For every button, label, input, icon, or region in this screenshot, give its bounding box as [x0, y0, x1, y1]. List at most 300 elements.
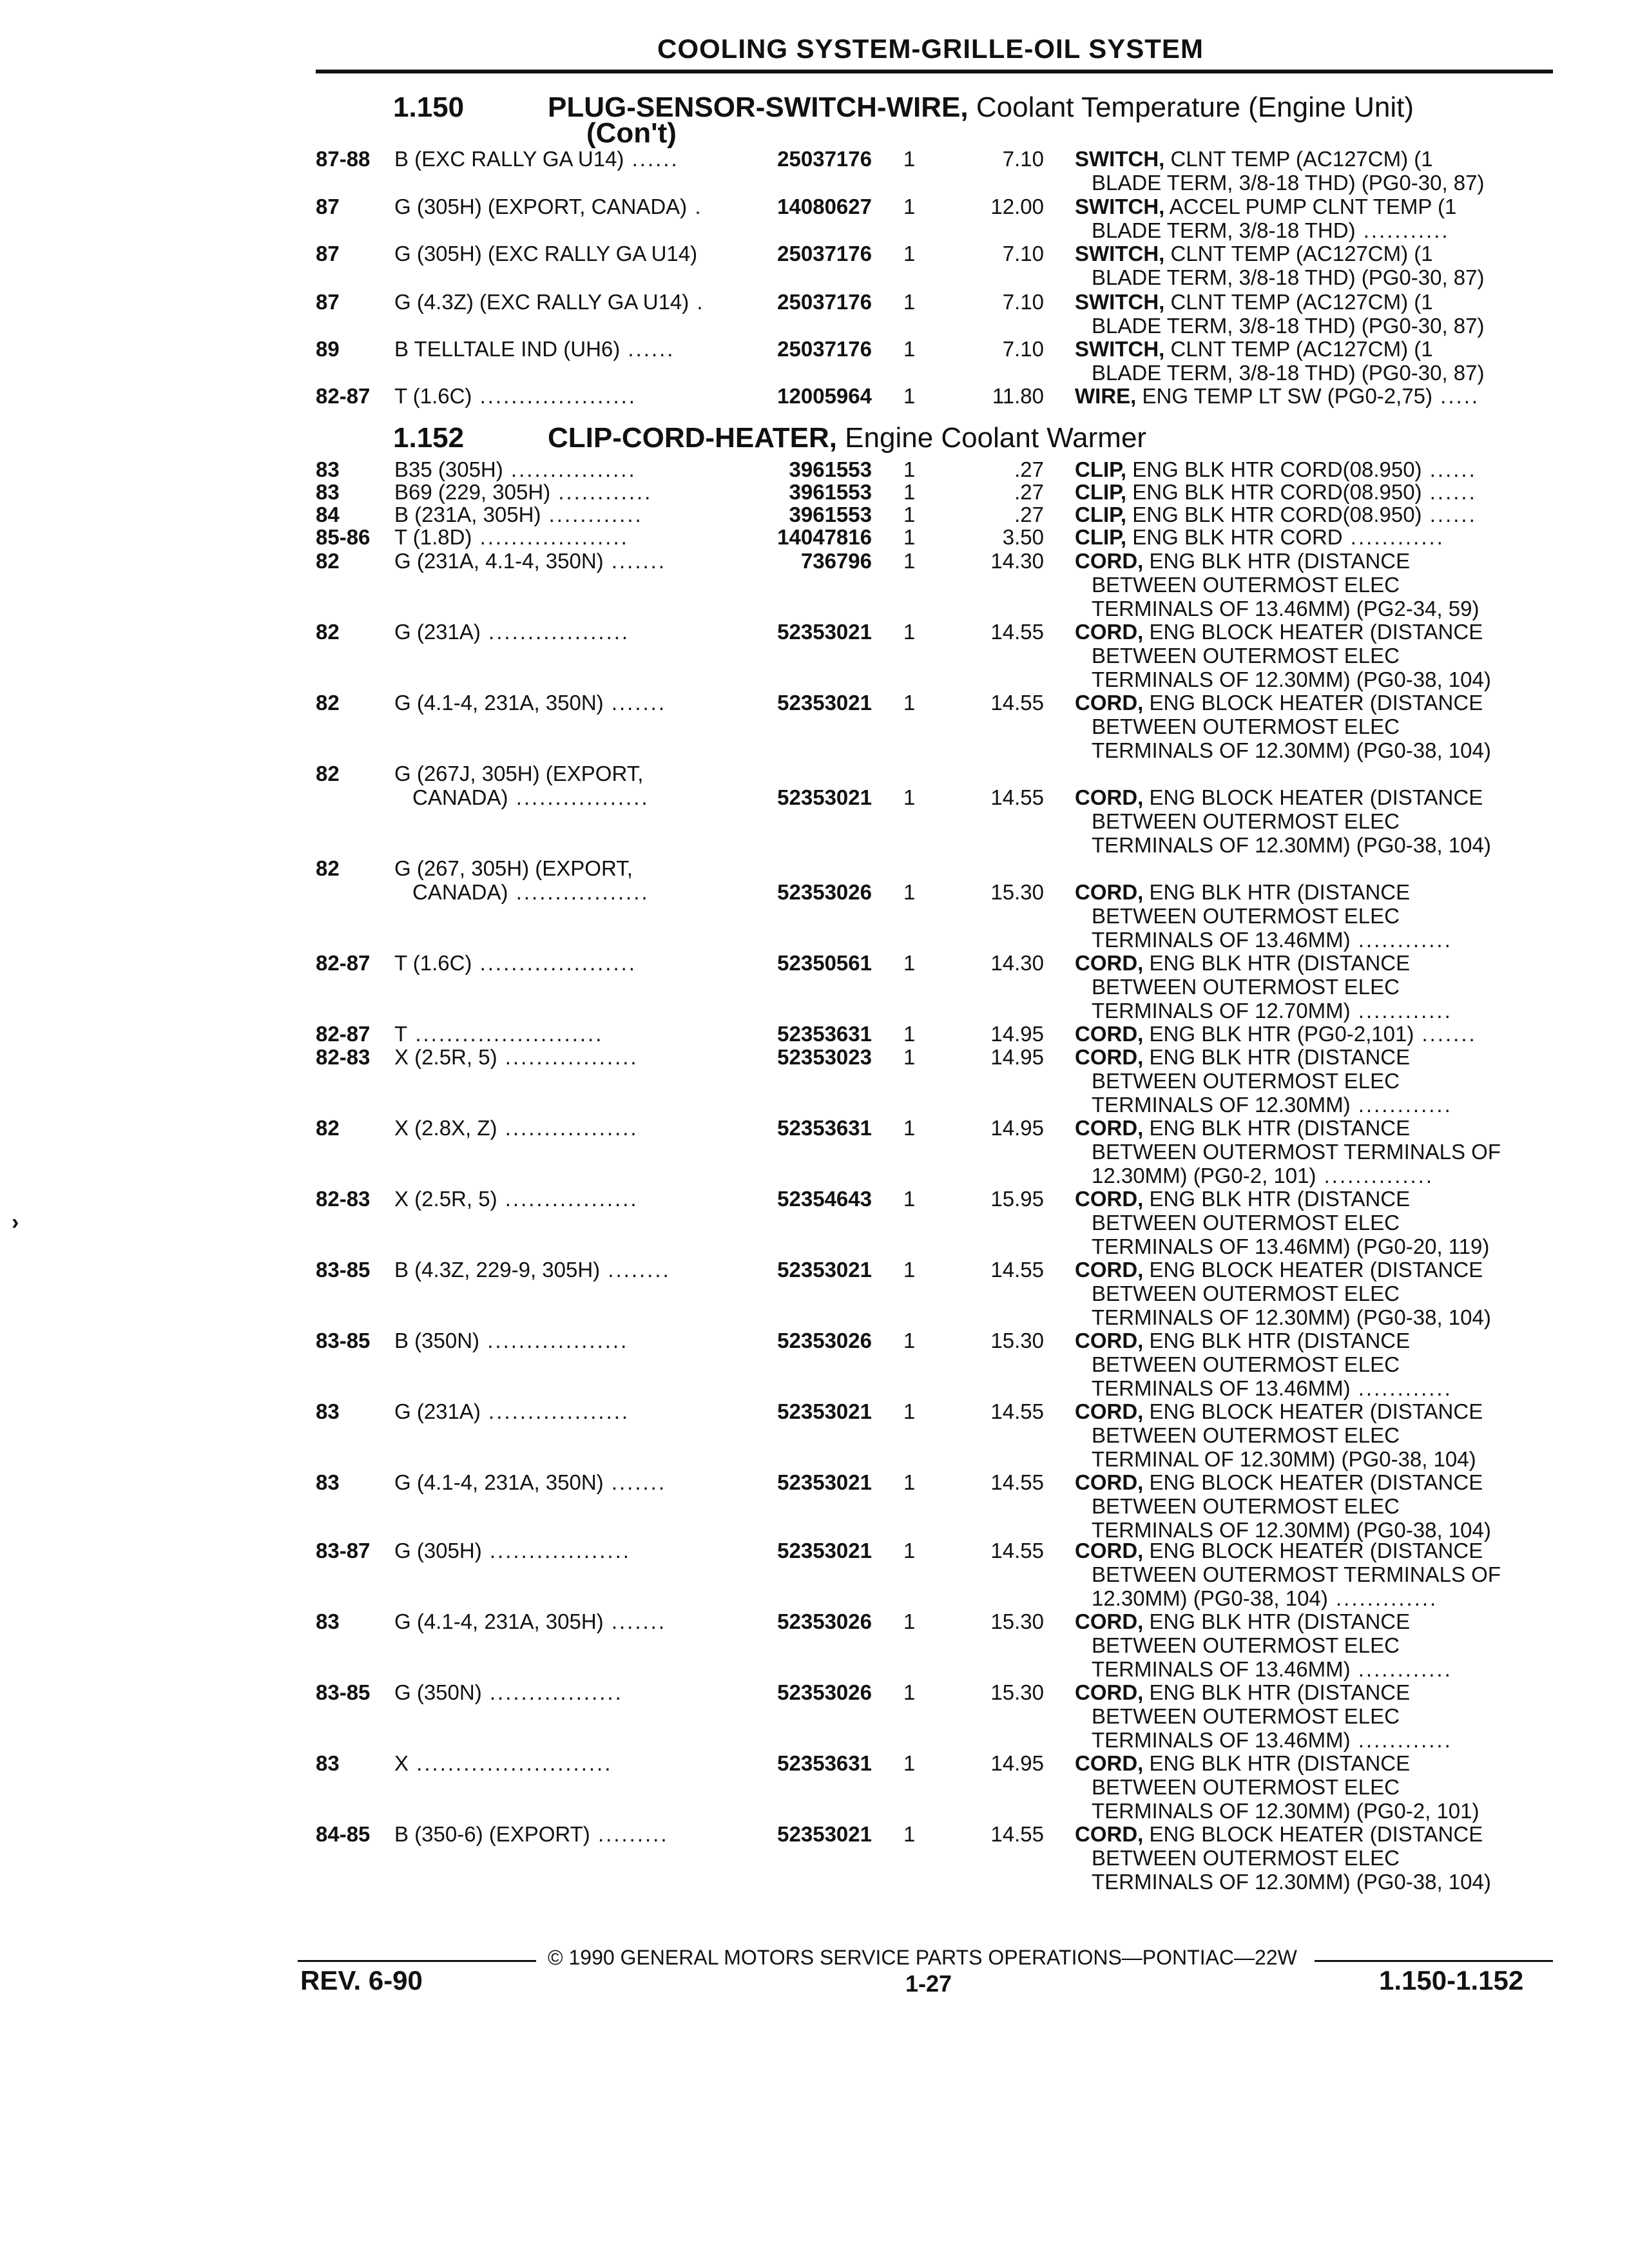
margin-mark: › [12, 1210, 19, 1235]
part-number: 52353021 [777, 691, 872, 715]
description-continuation [1075, 1093, 1552, 1117]
model-application [394, 1116, 736, 1140]
model-year: 83-85 [316, 1680, 371, 1704]
model-year: 83-85 [316, 1258, 371, 1282]
description-text: ENG BLOCK HEATER (DISTANCE [1143, 1822, 1483, 1846]
part-description [1075, 1258, 1552, 1329]
part-number: 52353021 [777, 1470, 872, 1494]
part-description [1075, 1470, 1552, 1542]
price: 15.30 [990, 1680, 1044, 1704]
description-text: BETWEEN OUTERMOST ELEC [1092, 1423, 1400, 1447]
model-application [394, 290, 736, 314]
model-text: G (4.3Z) (EXC RALLY GA U14) [394, 290, 689, 314]
description-text: TERMINALS OF 12.30MM) [1092, 1093, 1351, 1117]
model-text: X (2.5R, 5) [394, 1045, 497, 1069]
leader-dots: ................. [481, 1680, 623, 1704]
description-text: CLNT TEMP (AC127CM) (1 [1164, 337, 1433, 361]
model-application [394, 951, 736, 975]
description-text: BETWEEN OUTERMOST ELEC [1092, 1846, 1400, 1870]
part-description [1075, 1610, 1552, 1681]
quantity: 1 [903, 1539, 916, 1562]
description-text: BETWEEN OUTERMOST ELEC [1092, 1211, 1400, 1235]
description-text: 12.30MM) (PG0-2, 101) [1092, 1164, 1316, 1187]
description-keyword: CORD, [1075, 880, 1144, 904]
model-year: 85-86 [316, 525, 371, 549]
footer-page-number: 1-27 [905, 1970, 952, 1997]
description-text: TERMINALS OF 12.30MM) (PG0-38, 104) [1092, 833, 1491, 857]
quantity: 1 [903, 620, 916, 644]
description-text: CLNT TEMP (AC127CM) (1 [1164, 147, 1433, 171]
description-keyword: CORD, [1075, 549, 1144, 573]
leader-dots: ......... [590, 1822, 669, 1846]
description-continuation [1075, 1494, 1552, 1518]
part-description [1075, 951, 1552, 1023]
model-text: B (231A, 305H) [394, 503, 541, 526]
leader-dots: ........ [600, 1258, 671, 1282]
model-year: 83 [316, 480, 340, 504]
model-application [394, 337, 736, 361]
description-text: BETWEEN OUTERMOST ELEC [1092, 1282, 1400, 1305]
description-keyword: CORD, [1075, 1751, 1144, 1775]
model-text: B69 (229, 305H) [394, 480, 551, 504]
leader-dots: ............ [550, 480, 653, 504]
model-application [394, 384, 736, 408]
part-description [1075, 1116, 1552, 1187]
description-text: ENG TEMP LT SW (PG0-2,75) [1136, 384, 1433, 408]
part-description [1075, 1329, 1552, 1400]
section-number: 1.150 [393, 91, 465, 123]
model-application [394, 1680, 736, 1704]
model-text: CANADA) [412, 785, 508, 809]
model-text: G (267J, 305H) (EXPORT, [394, 762, 644, 785]
leader-dots: ...... [1422, 503, 1477, 526]
description-keyword: CORD, [1075, 1470, 1144, 1494]
quantity: 1 [903, 1116, 916, 1140]
quantity: 1 [903, 1822, 916, 1846]
description-text: TERMINALS OF 13.46MM) (PG0-20, 119) [1092, 1235, 1490, 1258]
description-text: TERMINALS OF 12.30MM) (PG0-38, 104) [1092, 668, 1491, 691]
part-number: 25037176 [777, 242, 872, 265]
price: 12.00 [990, 195, 1044, 218]
quantity: 1 [903, 242, 916, 265]
part-number: 52353021 [777, 1822, 872, 1846]
part-description [1075, 525, 1552, 549]
leader-dots: ............ [1350, 1093, 1452, 1117]
model-application [394, 856, 736, 904]
leader-dots: ............ [1350, 1657, 1452, 1681]
section-title-keyword: CLIP-CORD-HEATER, [548, 422, 837, 454]
part-number: 3961553 [789, 457, 872, 481]
section-title-keyword: PLUG-SENSOR-SWITCH-WIRE, [548, 91, 969, 123]
leader-dots: . [687, 195, 703, 218]
part-number: 52353026 [777, 1610, 872, 1633]
price: 15.95 [990, 1187, 1044, 1211]
part-number: 52353631 [777, 1022, 872, 1046]
model-application [394, 620, 736, 644]
section-title [548, 422, 1146, 454]
quantity: 1 [903, 1399, 916, 1423]
description-text: BLADE TERM, 3/8-18 THD) (PG0-30, 87) [1092, 314, 1485, 338]
quantity: 1 [903, 1329, 916, 1352]
model-application [394, 1539, 736, 1562]
part-description [1075, 242, 1552, 289]
part-description [1075, 1539, 1552, 1610]
description-keyword: CORD, [1075, 1539, 1144, 1562]
price: .27 [1014, 503, 1044, 526]
quantity: 1 [903, 195, 916, 218]
description-continuation [1075, 1775, 1552, 1799]
model-year: 82-87 [316, 951, 371, 975]
leader-dots: ...... [1422, 457, 1477, 481]
model-application [394, 1399, 736, 1423]
description-text: BETWEEN OUTERMOST ELEC [1092, 1775, 1400, 1799]
description-continuation [1075, 314, 1552, 338]
quantity: 1 [903, 691, 916, 715]
section-title-text: Coolant Temperature (Engine Unit) [968, 91, 1414, 123]
price: 14.30 [990, 951, 1044, 975]
description-text: TERMINAL OF 12.30MM) (PG0-38, 104) [1092, 1447, 1476, 1471]
description-continuation [1075, 361, 1552, 385]
description-continuation [1075, 1799, 1552, 1823]
leader-dots: .................. [479, 1329, 629, 1352]
model-application [394, 503, 736, 526]
model-text: G (305H) (EXC RALLY GA U14) [394, 242, 698, 265]
price: .27 [1014, 480, 1044, 504]
part-number: 736796 [800, 549, 872, 573]
leader-dots: .................... [472, 951, 637, 975]
part-number: 52353021 [777, 1258, 872, 1282]
leader-dots: ................. [508, 785, 650, 809]
quantity: 1 [903, 1610, 916, 1633]
model-year: 83 [316, 457, 340, 481]
part-number: 25037176 [777, 337, 872, 361]
part-number: 25037176 [777, 290, 872, 314]
quantity: 1 [903, 785, 916, 809]
part-number: 52353026 [777, 1680, 872, 1704]
model-year: 89 [316, 337, 340, 361]
part-description [1075, 620, 1552, 691]
model-continuation [394, 785, 736, 809]
description-text: ENG BLK HTR (PG0-2,101) [1143, 1022, 1414, 1046]
description-keyword: CLIP, [1075, 503, 1127, 526]
model-text: G (231A) [394, 620, 481, 644]
leader-dots: ............ [1350, 999, 1452, 1023]
description-text: BETWEEN OUTERMOST ELEC [1092, 1069, 1400, 1093]
model-application [394, 1751, 736, 1775]
description-text: BLADE TERM, 3/8-18 THD) (PG0-30, 87) [1092, 265, 1485, 289]
model-application [394, 549, 736, 573]
quantity: 1 [903, 1045, 916, 1069]
model-text: T (1.6C) [394, 951, 472, 975]
part-number: 25037176 [777, 147, 872, 171]
price: 7.10 [1002, 147, 1044, 171]
leader-dots: ..... [1432, 384, 1480, 408]
description-continuation [1075, 904, 1552, 928]
part-number: 14047816 [777, 525, 872, 549]
model-application [394, 195, 736, 218]
model-text: CANADA) [412, 880, 508, 904]
quantity: 1 [903, 480, 916, 504]
part-number: 52354643 [777, 1187, 872, 1211]
description-continuation [1075, 1140, 1552, 1164]
section-number: 1.152 [393, 422, 465, 454]
footer-rule-left [298, 1960, 536, 1962]
model-application [394, 525, 736, 549]
description-text: ENG BLK HTR (DISTANCE [1143, 1680, 1411, 1704]
description-text: ENG BLK HTR (DISTANCE [1143, 951, 1411, 975]
description-text: BETWEEN OUTERMOST TERMINALS OF [1092, 1140, 1501, 1164]
description-keyword: CLIP, [1075, 480, 1127, 504]
leader-dots: .................... [472, 384, 637, 408]
model-text: G (4.1-4, 231A, 350N) [394, 1470, 604, 1494]
description-keyword: WIRE, [1075, 384, 1137, 408]
quantity: 1 [903, 290, 916, 314]
quantity: 1 [903, 1470, 916, 1494]
description-text: BETWEEN OUTERMOST ELEC [1092, 975, 1400, 999]
price: 7.10 [1002, 337, 1044, 361]
description-text: ENG BLK HTR CORD(08.950) [1126, 480, 1422, 504]
model-year: 84 [316, 503, 340, 526]
part-description [1075, 457, 1552, 481]
leader-dots: ................... [472, 525, 629, 549]
description-text: CLNT TEMP (AC127CM) (1 [1164, 290, 1433, 314]
model-year: 83 [316, 1399, 340, 1423]
leader-dots: .................. [480, 1399, 630, 1423]
price: 14.55 [990, 785, 1044, 809]
model-application [394, 147, 736, 171]
price: 7.10 [1002, 290, 1044, 314]
description-text: ENG BLOCK HEATER (DISTANCE [1143, 785, 1483, 809]
description-keyword: SWITCH, [1075, 290, 1165, 314]
part-number: 52353021 [777, 1399, 872, 1423]
model-text: B (4.3Z, 229-9, 305H) [394, 1258, 601, 1282]
part-description [1075, 384, 1552, 408]
description-text: ENG BLK HTR (DISTANCE [1143, 1610, 1411, 1633]
leader-dots: ....... [603, 1470, 667, 1494]
part-description [1075, 880, 1552, 952]
price: 15.30 [990, 880, 1044, 904]
description-continuation [1075, 1846, 1552, 1870]
quantity: 1 [903, 1751, 916, 1775]
quantity: 1 [903, 525, 916, 549]
description-text: ENG BLOCK HEATER (DISTANCE [1143, 1258, 1483, 1282]
description-text: ENG BLOCK HEATER (DISTANCE [1143, 691, 1483, 715]
quantity: 1 [903, 1680, 916, 1704]
model-text: T [394, 1022, 408, 1046]
description-continuation [1075, 1633, 1552, 1657]
quantity: 1 [903, 1022, 916, 1046]
part-description [1075, 290, 1552, 338]
part-description [1075, 1680, 1552, 1752]
description-continuation [1075, 1562, 1552, 1586]
model-text: B TELLTALE IND (UH6) [394, 337, 621, 361]
part-description [1075, 195, 1552, 242]
leader-dots: ....... [603, 1610, 667, 1633]
leader-dots: ...... [620, 337, 675, 361]
part-number: 52353021 [777, 620, 872, 644]
description-text: TERMINALS OF 12.30MM) (PG0-38, 104) [1092, 1305, 1491, 1329]
description-text: BETWEEN OUTERMOST ELEC [1092, 1633, 1400, 1657]
model-text: B35 (305H) [394, 457, 503, 481]
model-text: B (350-6) (EXPORT) [394, 1822, 590, 1846]
description-continuation [1075, 1069, 1552, 1093]
part-description [1075, 1187, 1552, 1258]
part-number: 52353023 [777, 1045, 872, 1069]
part-description [1075, 549, 1552, 620]
model-year: 83 [316, 1610, 340, 1633]
description-continuation [1075, 1728, 1552, 1752]
part-number: 52353631 [777, 1751, 872, 1775]
model-application [394, 691, 736, 715]
part-description [1075, 691, 1552, 762]
description-text: TERMINALS OF 12.30MM) (PG0-2, 101) [1092, 1799, 1480, 1823]
description-text: TERMINALS OF 13.46MM) [1092, 1657, 1351, 1681]
leader-dots: ............ [541, 503, 643, 526]
part-description [1075, 1399, 1552, 1471]
price: 14.55 [990, 691, 1044, 715]
model-year: 87-88 [316, 147, 371, 171]
description-text: TERMINALS OF 12.30MM) (PG0-38, 104) [1092, 1518, 1491, 1542]
description-text: ENG BLK HTR (DISTANCE [1143, 1045, 1411, 1069]
model-continuation [394, 880, 736, 904]
price: 14.55 [990, 1822, 1044, 1846]
description-text: ENG BLK HTR CORD [1126, 525, 1343, 549]
part-number: 3961553 [789, 480, 872, 504]
model-year: 87 [316, 195, 340, 218]
description-keyword: CORD, [1075, 785, 1144, 809]
leader-dots: .............. [1316, 1164, 1434, 1187]
page-title: COOLING SYSTEM-GRILLE-OIL SYSTEM [657, 34, 1204, 64]
description-continuation [1075, 1704, 1552, 1728]
price: 14.55 [990, 1258, 1044, 1282]
model-year: 87 [316, 290, 340, 314]
model-year: 82-87 [316, 384, 371, 408]
description-keyword: CORD, [1075, 1187, 1144, 1211]
description-text: ENG BLOCK HEATER (DISTANCE [1143, 620, 1483, 644]
leader-dots: ................ [503, 457, 637, 481]
section-title-text: Engine Coolant Warmer [836, 422, 1147, 454]
description-continuation [1075, 1586, 1552, 1610]
description-text: BETWEEN OUTERMOST ELEC [1092, 904, 1400, 928]
model-year: 82 [316, 856, 340, 880]
leader-dots: ............ [1350, 928, 1452, 952]
description-continuation [1075, 1376, 1552, 1400]
part-number: 52353631 [777, 1116, 872, 1140]
leader-dots: ............. [1327, 1586, 1438, 1610]
model-text: G (350N) [394, 1680, 482, 1704]
description-keyword: CORD, [1075, 1399, 1144, 1423]
model-application [394, 1187, 736, 1211]
leader-dots: ............ [1350, 1728, 1452, 1752]
model-application [394, 1258, 736, 1282]
description-keyword: CORD, [1075, 1680, 1144, 1704]
description-text: TERMINALS OF 13.46MM) [1092, 928, 1351, 952]
description-continuation [1075, 1164, 1552, 1187]
description-keyword: SWITCH, [1075, 242, 1165, 265]
part-number: 52353021 [777, 785, 872, 809]
description-continuation [1075, 1305, 1552, 1329]
part-description [1075, 1822, 1552, 1894]
description-text: BETWEEN OUTERMOST TERMINALS OF [1092, 1562, 1501, 1586]
leader-dots: ................. [508, 880, 650, 904]
model-year: 83 [316, 1470, 340, 1494]
description-continuation [1075, 573, 1552, 597]
description-continuation [1075, 597, 1552, 620]
description-text: TERMINALS OF 13.46MM) [1092, 1376, 1351, 1400]
description-text: BETWEEN OUTERMOST ELEC [1092, 573, 1400, 597]
description-text: TERMINALS OF 12.70MM) [1092, 999, 1351, 1023]
description-continuation [1075, 975, 1552, 999]
leader-dots: ............ [1342, 525, 1445, 549]
description-text: BETWEEN OUTERMOST ELEC [1092, 1352, 1400, 1376]
model-text: G (267, 305H) (EXPORT, [394, 856, 633, 880]
description-keyword: CORD, [1075, 1258, 1144, 1282]
model-text: B (350N) [394, 1329, 480, 1352]
quantity: 1 [903, 457, 916, 481]
description-text: ENG BLOCK HEATER (DISTANCE [1143, 1470, 1483, 1494]
leader-dots: ...... [624, 147, 679, 171]
part-number: 14080627 [777, 195, 872, 218]
price: 14.55 [990, 1399, 1044, 1423]
description-keyword: CORD, [1075, 1116, 1144, 1140]
description-text: ENG BLK HTR (DISTANCE [1143, 549, 1411, 573]
description-continuation [1075, 265, 1552, 289]
description-continuation [1075, 1657, 1552, 1681]
leader-dots: ........................ [407, 1022, 604, 1046]
model-application [394, 1045, 736, 1069]
description-keyword: CLIP, [1075, 457, 1127, 481]
price: 14.95 [990, 1022, 1044, 1046]
description-text: TERMINALS OF 12.30MM) (PG0-38, 104) [1092, 738, 1491, 762]
part-description [1075, 147, 1552, 195]
quantity: 1 [903, 384, 916, 408]
description-text: BETWEEN OUTERMOST ELEC [1092, 644, 1400, 668]
footer-revision: REV. 6-90 [300, 1965, 423, 1995]
price: 14.55 [990, 1539, 1044, 1562]
model-year: 83-87 [316, 1539, 371, 1562]
description-keyword: SWITCH, [1075, 337, 1165, 361]
part-number: 52353026 [777, 880, 872, 904]
description-keyword: CORD, [1075, 1329, 1144, 1352]
price: 14.55 [990, 620, 1044, 644]
model-application [394, 1329, 736, 1352]
description-continuation [1075, 738, 1552, 762]
model-application [394, 242, 736, 265]
description-text: CLNT TEMP (AC127CM) (1 [1164, 242, 1433, 265]
title-rule [316, 70, 1553, 73]
description-text: BETWEEN OUTERMOST ELEC [1092, 1494, 1400, 1518]
quantity: 1 [903, 1187, 916, 1211]
model-year: 84-85 [316, 1822, 371, 1846]
description-keyword: CORD, [1075, 1022, 1144, 1046]
quantity: 1 [903, 147, 916, 171]
leader-dots: .................. [481, 1539, 631, 1562]
leader-dots: ....... [603, 691, 667, 715]
leader-dots: ...... [1422, 480, 1477, 504]
footer-copyright: © 1990 GENERAL MOTORS SERVICE PARTS OPERATIONS—PONTIAC—22W [548, 1946, 1297, 1969]
part-number: 52353026 [777, 1329, 872, 1352]
description-continuation [1075, 668, 1552, 691]
part-description [1075, 1045, 1552, 1117]
model-text: B (EXC RALLY GA U14) [394, 147, 624, 171]
description-text: ACCEL PUMP CLNT TEMP (1 [1164, 195, 1457, 218]
part-number: 52353021 [777, 1539, 872, 1562]
part-description [1075, 503, 1552, 526]
leader-dots: ........... [1355, 218, 1450, 242]
description-text: ENG BLK HTR CORD(08.950) [1126, 457, 1422, 481]
description-keyword: CORD, [1075, 1045, 1144, 1069]
part-description [1075, 480, 1552, 504]
